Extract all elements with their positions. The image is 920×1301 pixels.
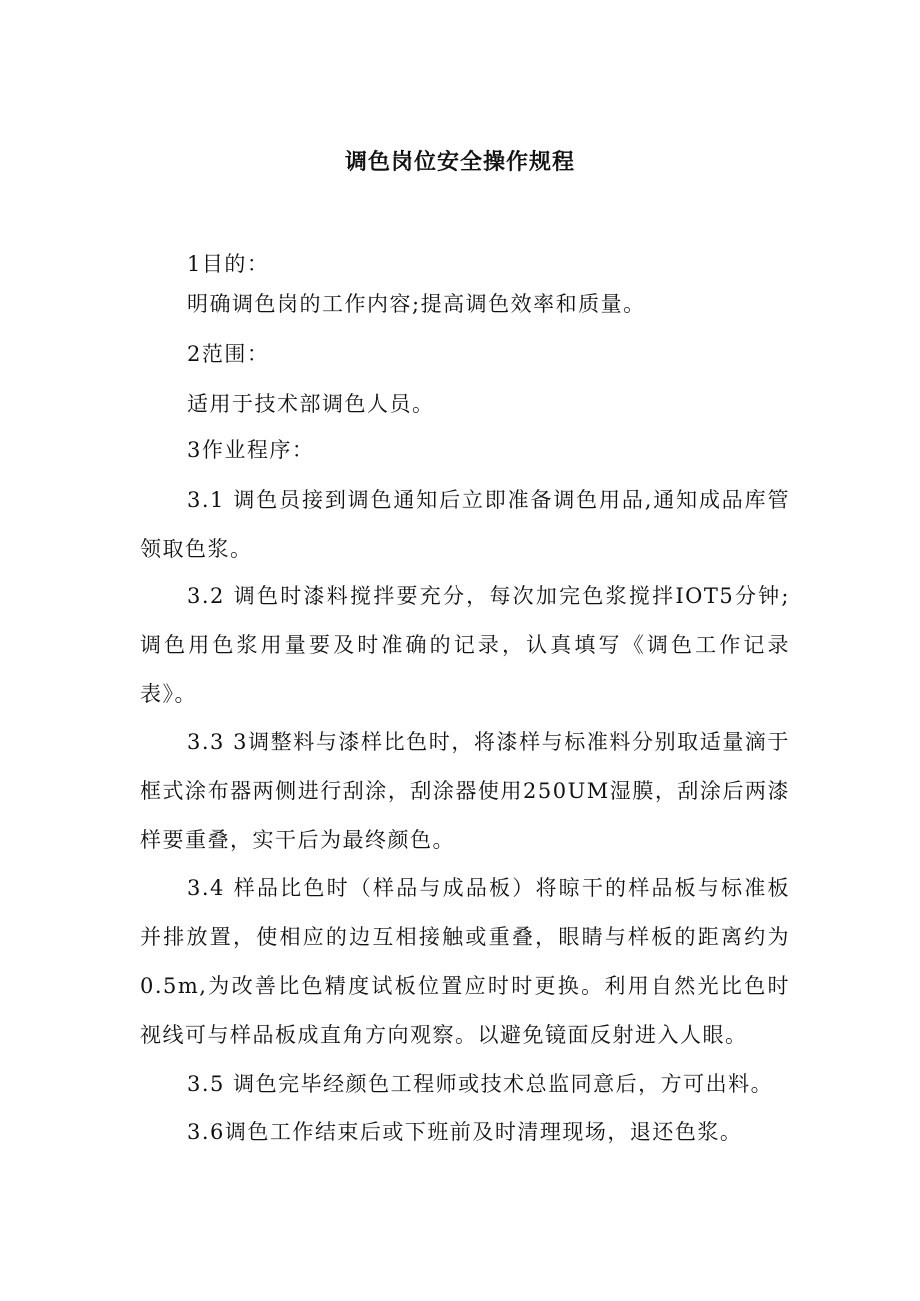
section-procedure-heading: 3作业程序： [187,438,315,462]
section-scope-heading: 2范围： [187,342,270,366]
procedure-item-3-2: 3.2 调色时漆料搅拌要充分，每次加完色浆搅拌IOT5分钟;调色用色浆用量要及时准确的记录，认真填写《调色工作记录表》。 [140,584,790,706]
procedure-item-3-1: 3.1 调色员接到调色通知后立即准备调色用品,通知成品库管领取色浆。 [140,488,790,561]
document-title: 调色岗位安全操作规程 [344,149,575,175]
procedure-item-3-6: 3.6调色工作结束后或下班前及时清理现场，退还色浆。 [187,1120,743,1144]
procedure-item-3-3: 3.3 3调整料与漆样比色时，将漆样与标准料分别取适量滴于框式涂布器两侧进行刮涂，刮涂器使用250UM湿膜，刮涂后两漆样要重叠，实干后为最终颜色。 [140,730,790,852]
purpose-text: 明确调色岗的工作内容;提高调色效率和质量。 [187,292,646,316]
scope-text: 适用于技术部调色人员。 [187,392,435,416]
procedure-item-3-4: 3.4 样品比色时（样品与成品板）将晾干的样品板与标准板并排放置，使相应的边互相接触或重叠，眼睛与样板的距离约为0.5m,为改善比色精度试板位置应时时更换。利用自然光比色时视线可与样品板成直角方向观察。以避免镜面反射进入人眼。 [140,876,790,1047]
procedure-item-3-5: 3.5 调色完毕经颜色工程师或技术总监同意后，方可出料。 [187,1072,774,1096]
section-purpose-heading: 1目的： [187,252,270,276]
